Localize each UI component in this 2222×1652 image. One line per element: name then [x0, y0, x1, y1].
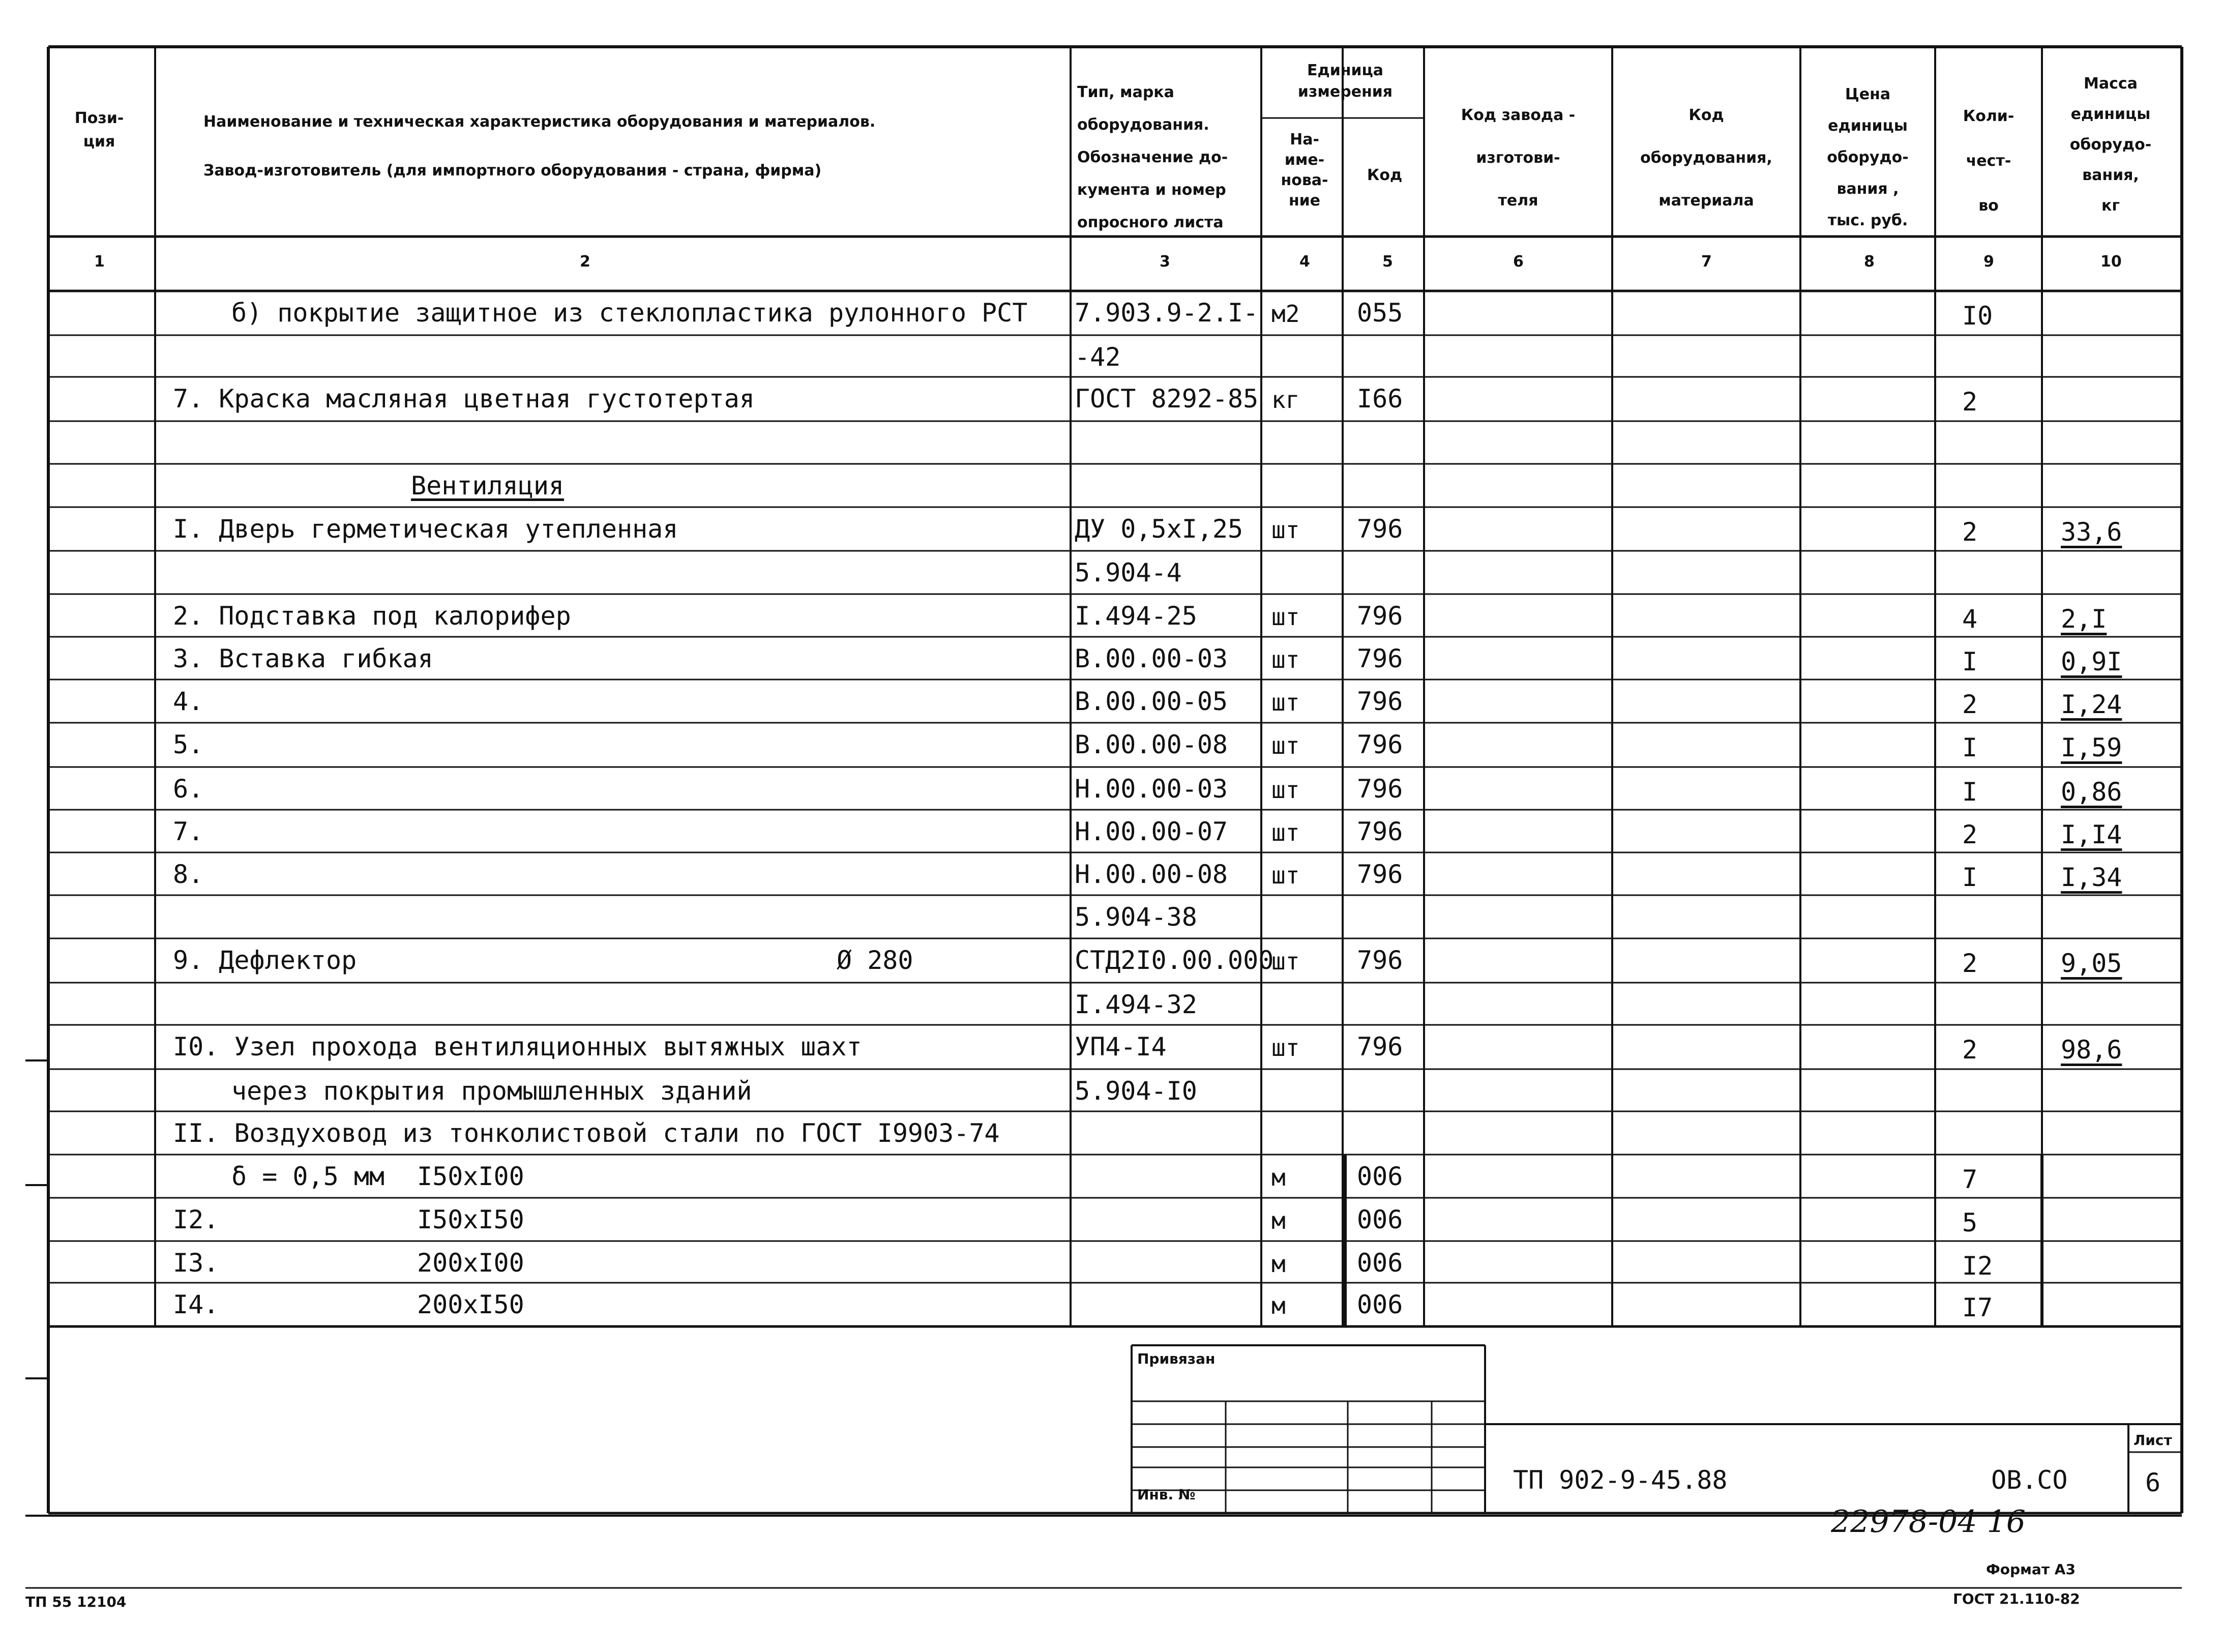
row-unit: шт [1271, 776, 1300, 804]
row-name: I2. [173, 1205, 219, 1234]
header-col5: Код [1367, 166, 1403, 184]
row-qty: I [1962, 733, 1978, 762]
colnum-4: 4 [1299, 253, 1310, 271]
row-qty: 2 [1962, 690, 1978, 719]
row-code: 796 [1357, 946, 1403, 975]
row-type: I.494-32 [1075, 990, 1197, 1019]
row-code: 796 [1357, 514, 1403, 544]
row-mass: I,34 [2061, 863, 2122, 892]
row-unit: кг [1271, 386, 1300, 414]
row-qty: 7 [1962, 1165, 1978, 1194]
row-unit: шт [1271, 689, 1300, 716]
row-code: I66 [1357, 384, 1403, 414]
row-qty: 2 [1962, 820, 1978, 849]
row-mass: 9,05 [2061, 949, 2122, 978]
row-name: через покрытия промышленных зданий [231, 1076, 752, 1106]
row-type: 5.904-38 [1075, 902, 1197, 932]
row-unit: шт [1271, 516, 1300, 544]
header-col9: Коли- чест- во [1963, 107, 2014, 215]
row-unit: м [1271, 1164, 1286, 1191]
stamp-privyazan: Привязан [1137, 1350, 1216, 1367]
header-col1: Пози- ция [74, 109, 124, 151]
row-mass: 0,86 [2061, 777, 2122, 807]
row-name: I. Дверь герметическая утепленная [173, 514, 678, 544]
row-size: I50хI50 [417, 1205, 524, 1234]
row-unit: шт [1271, 1034, 1300, 1061]
row-mass: 33,6 [2061, 517, 2122, 547]
row-mass: I,59 [2061, 733, 2122, 762]
header-col2: Наименование и техническая характеристика оборудования и материалов. Завод-изготовитель (для импортного оборудования - страна, фирма) [203, 113, 876, 180]
row-size: 200хI00 [417, 1248, 524, 1278]
row-mass: 98,6 [2061, 1035, 2122, 1065]
header-col7: Код оборудования, материала [1640, 106, 1772, 210]
colnum-9: 9 [1983, 253, 1994, 271]
row-type: 5.904-4 [1075, 558, 1182, 587]
header-col8: Цена единицы оборудо- вания , тыс. руб. [1827, 85, 1909, 229]
row-type: Н.00.00-07 [1075, 817, 1228, 846]
row-code: 006 [1357, 1290, 1403, 1319]
row-qty: I [1962, 647, 1978, 676]
header-col6: Код завода - изготови- теля [1461, 106, 1576, 210]
doc-code: ТП 902-9-45.88 [1513, 1465, 1728, 1495]
colnum-7: 7 [1701, 253, 1712, 271]
row-code: 796 [1357, 860, 1403, 889]
row-name: δ = 0,5 мм [231, 1162, 385, 1191]
colnum-8: 8 [1864, 253, 1875, 271]
row-qty: 5 [1962, 1208, 1978, 1237]
doc-section: ОВ.СО [1991, 1465, 2068, 1495]
header-unit-group: Единица измерения [1297, 62, 1393, 101]
row-name: 3. Вставка гибкая [173, 644, 433, 673]
row-type: В.00.00-08 [1075, 730, 1228, 759]
colnum-6: 6 [1513, 253, 1524, 271]
row-mass: I,I4 [2061, 820, 2122, 849]
colnum-1: 1 [94, 253, 105, 271]
row-qty: 2 [1962, 949, 1978, 978]
row-code: 006 [1357, 1162, 1403, 1191]
row-code: 796 [1357, 817, 1403, 846]
row-unit: шт [1271, 603, 1300, 631]
row-code: 006 [1357, 1248, 1403, 1278]
row-type: 7.903.9-2.I- [1075, 298, 1259, 328]
format-label: Формат А3 [1986, 1561, 2076, 1578]
row-type: Н.00.00-03 [1075, 774, 1228, 804]
row-type: УП4-I4 [1075, 1032, 1167, 1061]
row-name: 7. Краска масляная цветная густотертая [173, 384, 755, 414]
row-type: 5.904-I0 [1075, 1076, 1197, 1106]
row-name: 6. [173, 774, 204, 804]
row-code: 796 [1357, 644, 1403, 673]
row-unit: м [1271, 1292, 1286, 1319]
row-size: 200хI50 [417, 1290, 524, 1319]
colnum-2: 2 [580, 253, 590, 271]
stamp-inv-no: Инв. № [1137, 1486, 1196, 1503]
row-code: 796 [1357, 774, 1403, 804]
row-name: 2. Подставка под калорифер [173, 601, 571, 631]
row-qty: 2 [1962, 387, 1978, 417]
row-unit: м [1271, 1207, 1286, 1234]
row-unit: шт [1271, 646, 1300, 673]
row-code: 796 [1357, 730, 1403, 759]
row-name: б) покрытие защитное из стеклопластика рулонного РСТ [231, 298, 1028, 328]
tp-label: ТП 55 12104 [25, 1594, 127, 1610]
row-name: 5. [173, 730, 204, 759]
row-unit: шт [1271, 819, 1300, 846]
row-unit: шт [1271, 732, 1300, 759]
row-extra: Ø 280 [837, 946, 913, 975]
row-name: 8. [173, 860, 204, 889]
row-unit: м2 [1271, 300, 1300, 328]
row-code: 055 [1357, 298, 1403, 328]
sheet-number: 6 [2145, 1468, 2161, 1497]
row-type: -42 [1075, 342, 1121, 372]
row-type: Н.00.00-08 [1075, 860, 1228, 889]
handwritten-number: 22978-04 16 [1831, 1504, 2026, 1540]
row-qty: 2 [1962, 1035, 1978, 1065]
row-name: I0. Узел прохода вентиляционных вытяжных шахт [173, 1032, 862, 1061]
row-type: В.00.00-05 [1075, 687, 1228, 716]
row-name: II. Воздуховод из тонколистовой стали по ГОСТ I9903-74 [173, 1118, 1000, 1148]
row-mass: 2,I [2061, 604, 2107, 634]
colnum-5: 5 [1382, 253, 1393, 271]
row-name: 4. [173, 687, 204, 716]
row-qty: I7 [1962, 1293, 1993, 1322]
row-qty: 4 [1962, 604, 1978, 634]
colnum-3: 3 [1160, 253, 1170, 271]
row-code: 796 [1357, 1032, 1403, 1061]
row-code: 006 [1357, 1205, 1403, 1234]
row-code: 796 [1357, 601, 1403, 631]
row-qty: I [1962, 777, 1978, 807]
header-col10: Масса единицы оборудо- вания, кг [2069, 75, 2152, 215]
row-qty: I0 [1962, 301, 1993, 331]
row-unit: шт [1271, 948, 1300, 975]
colnum-10: 10 [2100, 253, 2122, 271]
row-type: СТД2I0.00.000 [1075, 946, 1274, 975]
row-type: ГОСТ 8292-85 [1075, 384, 1259, 414]
row-qty: I [1962, 863, 1978, 892]
row-name: 7. [173, 817, 204, 846]
row-unit: м [1271, 1250, 1286, 1278]
row-type: ДУ 0,5хI,25 [1075, 514, 1243, 544]
row-qty: 2 [1962, 517, 1978, 547]
row-code: 796 [1357, 687, 1403, 716]
row-type: В.00.00-03 [1075, 644, 1228, 673]
row-name: I4. [173, 1290, 219, 1319]
gost-label: ГОСТ 21.110-82 [1953, 1590, 2080, 1607]
row-name: I3. [173, 1248, 219, 1278]
section-title-ventilation: Вентиляция [411, 471, 565, 500]
row-size: I50хI00 [417, 1162, 524, 1191]
row-qty: I2 [1962, 1251, 1993, 1281]
row-type: I.494-25 [1075, 601, 1197, 631]
header-col4: На- име- нова- ние [1281, 131, 1328, 210]
sheet-label: Лист [2134, 1432, 2172, 1449]
row-unit: шт [1271, 862, 1300, 889]
row-name: 9. Дефлектор [173, 946, 357, 975]
row-mass: I,24 [2061, 690, 2122, 719]
header-col3: Тип, марка оборудования. Обозначение до- кумента и номер опросного листа [1077, 83, 1228, 231]
row-mass: 0,9I [2061, 647, 2122, 676]
